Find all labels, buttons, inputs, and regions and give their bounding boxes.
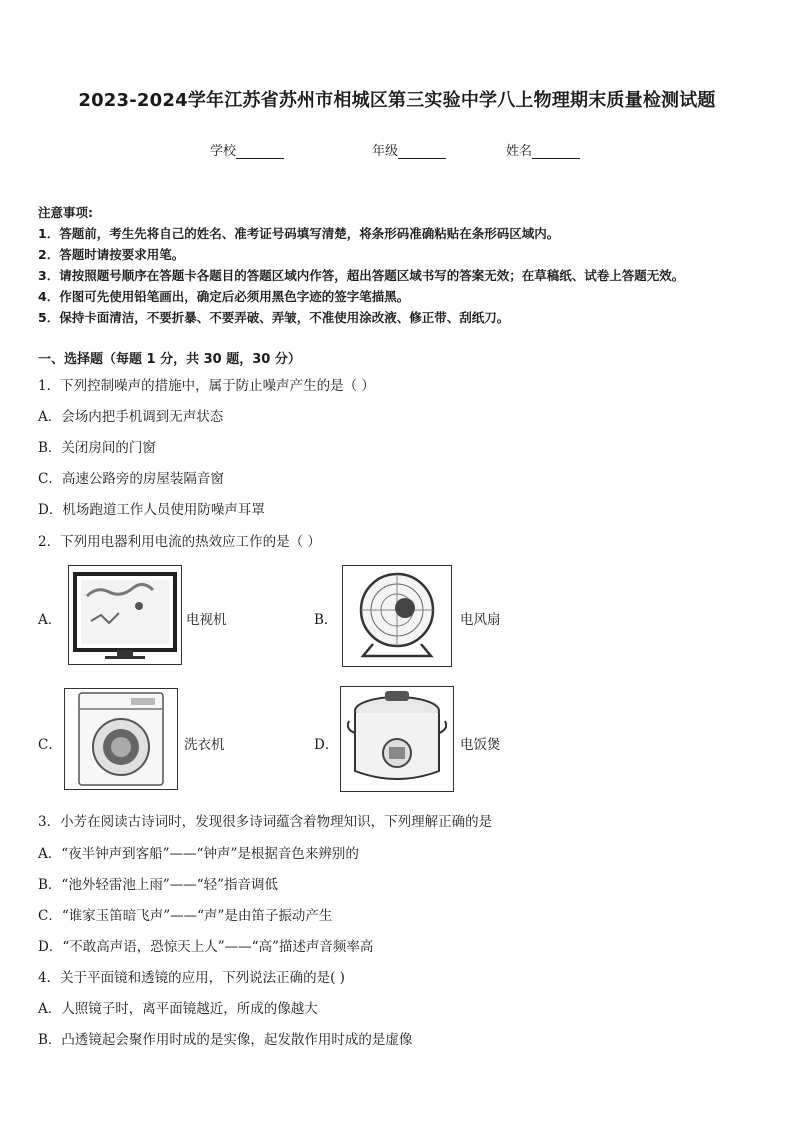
- option-letter: A．: [38, 612, 62, 628]
- exam-title: 2023-2024学年江苏省苏州市相城区第三实验中学八上物理期末质量检测试题: [78, 90, 716, 111]
- question-1-option: D．机场跑道工作人员使用防噪声耳罩: [38, 502, 265, 518]
- option-letter: C．: [38, 737, 62, 753]
- tv-icon: [68, 565, 182, 665]
- question-4-option: B．凸透镜起会聚作用时成的是实像，起发散作用时成的是虚像: [38, 1032, 413, 1048]
- note-item: 5．保持卡面清洁，不要折暴、不要弄破、弄皱，不准使用涂改液、修正带、刮纸刀。: [38, 310, 510, 325]
- question-1-option: A．会场内把手机调到无声状态: [38, 409, 224, 425]
- question-3-option: D．“不敢高声语，恐惊天上人”——“高”描述声音频率高: [38, 939, 374, 955]
- note-item: 1．答题前，考生先将自己的姓名、准考证号码填写清楚，将条形码准确粘贴在条形码区域内。: [38, 226, 560, 241]
- fan-icon: [342, 565, 452, 667]
- section-heading: 一、选择题（每题 1 分，共 30 题，30 分）: [38, 352, 301, 367]
- notes-heading: 注意事项:: [38, 205, 93, 220]
- option-c-label: 洗衣机: [184, 737, 225, 753]
- note-item: 2．答题时请按要求用笔。: [38, 247, 185, 262]
- question-2-stem: 2．下列用电器利用电流的热效应工作的是（ ）: [38, 534, 321, 550]
- name-field: 姓名: [506, 140, 580, 159]
- question-4-stem: 4．关于平面镜和透镜的应用，下列说法正确的是( ): [38, 970, 345, 986]
- option-d-label: 电饭煲: [460, 737, 501, 753]
- question-4-option: A．人照镜子时，离平面镜越近，所成的像越大: [38, 1001, 318, 1017]
- option-b-label: 电风扇: [460, 612, 501, 628]
- question-1-option: B．关闭房间的门窗: [38, 440, 156, 456]
- question-3-stem: 3．小芳在阅读古诗词时，发现很多诗词蕴含着物理知识，下列理解正确的是: [38, 814, 493, 830]
- note-item: 4．作图可先使用铅笔画出，确定后必须用黑色字迹的签字笔描黑。: [38, 289, 410, 304]
- option-letter: B．: [314, 612, 338, 628]
- option-a-label: 电视机: [186, 612, 227, 628]
- note-item: 3．请按照题号顺序在答题卡各题目的答题区域内作答，超出答题区域书写的答案无效；在草稿纸、试卷上答题无效。: [38, 268, 685, 283]
- grade-field: 年级: [372, 140, 446, 159]
- rice-cooker-icon: [340, 686, 454, 792]
- question-1-stem: 1．下列控制噪声的措施中，属于防止噪声产生的是（ ）: [38, 378, 375, 394]
- question-1-option: C．高速公路旁的房屋装隔音窗: [38, 471, 224, 487]
- washing-machine-icon: [64, 688, 178, 790]
- option-letter: D．: [314, 737, 339, 753]
- question-3-option: C．“谁家玉笛暗飞声”——“声”是由笛子振动产生: [38, 908, 333, 924]
- question-3-option: B．“池外轻雷池上雨”——“轻”指音调低: [38, 877, 279, 893]
- question-3-option: A．“夜半钟声到客船”——“钟声”是根据音色来辨别的: [38, 846, 359, 862]
- school-field: 学校: [210, 140, 284, 159]
